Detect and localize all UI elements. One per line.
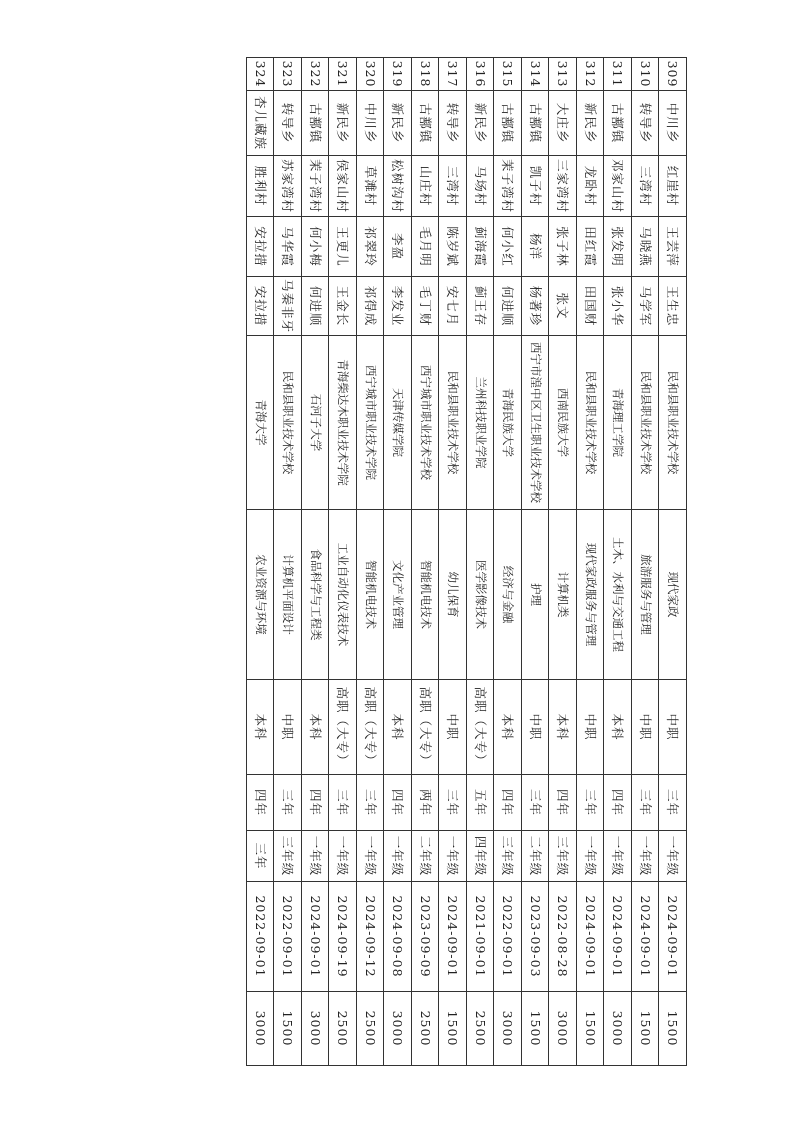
row-number-cell: 311 (604, 58, 632, 91)
village-cell: 松树沟村 (384, 156, 412, 217)
township-cell: 新民乡 (577, 91, 605, 156)
village-cell: 三湾村 (439, 156, 467, 217)
school-cell: 天津传媒学院 (384, 336, 412, 510)
major-cell: 工业自动化仪表技术 (329, 510, 357, 680)
grade-cell: 一年级 (577, 831, 605, 882)
row-number-cell: 314 (522, 58, 550, 91)
table-row (522, 58, 550, 1066)
village-cell: 苏家湾村 (274, 156, 302, 217)
education-level-cell: 本科 (604, 680, 632, 775)
aid-amount-cell: 1500 (439, 992, 467, 1066)
aid-amount-cell: 2500 (412, 992, 440, 1066)
major-cell: 护理 (522, 510, 550, 680)
program-length-cell: 三年 (439, 775, 467, 831)
grade-cell: 一年级 (632, 831, 660, 882)
village-cell: 凯子村 (522, 156, 550, 217)
guardian-name-cell: 马秦非牙 (274, 277, 302, 336)
school-cell: 青海理工学院 (604, 336, 632, 510)
school-cell: 民和县职业技术学校 (632, 336, 660, 510)
village-cell: 茉子湾村 (302, 156, 330, 217)
township-cell: 古鄯镇 (494, 91, 522, 156)
guardian-name-cell: 王金长 (329, 277, 357, 336)
aid-amount-cell: 1500 (274, 992, 302, 1066)
student-name-cell: 张子林 (549, 217, 577, 277)
township-cell: 古鄯镇 (302, 91, 330, 156)
table-row (439, 58, 467, 1066)
village-cell: 三家湾村 (549, 156, 577, 217)
enrollment-date-cell: 2024-09-01 (604, 882, 632, 992)
enrollment-date-cell: 2021-09-01 (467, 882, 495, 992)
guardian-name-cell: 张小华 (604, 277, 632, 336)
program-length-cell: 三年 (577, 775, 605, 831)
enrollment-date-cell: 2024-09-01 (632, 882, 660, 992)
aid-amount-cell: 1500 (632, 992, 660, 1066)
township-cell: 杏儿藏族 (247, 91, 275, 156)
school-cell: 民和县职业技术学校 (577, 336, 605, 510)
enrollment-date-cell: 2024-09-01 (302, 882, 330, 992)
enrollment-date-cell: 2023-09-09 (412, 882, 440, 992)
aid-amount-cell: 1500 (522, 992, 550, 1066)
enrollment-date-cell: 2024-09-19 (329, 882, 357, 992)
township-cell: 古鄯镇 (412, 91, 440, 156)
major-cell: 智能机电技术 (412, 510, 440, 680)
education-level-cell: 本科 (247, 680, 275, 775)
major-cell: 文化产业管理 (384, 510, 412, 680)
school-cell: 民和县职业技术学校 (274, 336, 302, 510)
table-row (549, 58, 577, 1066)
student-name-cell: 祁翠玲 (357, 217, 385, 277)
township-cell: 古鄯镇 (522, 91, 550, 156)
enrollment-date-cell: 2024-09-01 (439, 882, 467, 992)
guardian-name-cell: 祁得成 (357, 277, 385, 336)
guardian-name-cell: 安七月 (439, 277, 467, 336)
aid-amount-cell: 3000 (247, 992, 275, 1066)
aid-amount-cell: 3000 (384, 992, 412, 1066)
education-level-cell: 高职（大专） (357, 680, 385, 775)
village-cell: 山庄村 (412, 156, 440, 217)
major-cell: 经济与金融 (494, 510, 522, 680)
student-name-cell: 马晓燕 (632, 217, 660, 277)
student-aid-table (246, 57, 687, 1066)
education-level-cell: 本科 (549, 680, 577, 775)
village-cell: 茉子湾村 (494, 156, 522, 217)
program-length-cell: 三年 (522, 775, 550, 831)
enrollment-date-cell: 2024-09-01 (659, 882, 687, 992)
school-cell: 西宁城市职业技术学院 (357, 336, 385, 510)
township-cell: 转导乡 (274, 91, 302, 156)
table-row (494, 58, 522, 1066)
row-number-cell: 322 (302, 58, 330, 91)
guardian-name-cell: 安拉措 (247, 277, 275, 336)
education-level-cell: 本科 (302, 680, 330, 775)
education-level-cell: 高职（大专） (329, 680, 357, 775)
aid-amount-cell: 3000 (549, 992, 577, 1066)
grade-cell: 一年级 (302, 831, 330, 882)
township-cell: 大庄乡 (549, 91, 577, 156)
grade-cell: 三年级 (549, 831, 577, 882)
guardian-name-cell: 马学军 (632, 277, 660, 336)
grade-cell: 二年级 (522, 831, 550, 882)
major-cell: 食品科学与工程类 (302, 510, 330, 680)
village-cell: 龙卧村 (577, 156, 605, 217)
row-number-cell: 318 (412, 58, 440, 91)
table-row (302, 58, 330, 1066)
major-cell: 土木、水利与交通工程 (604, 510, 632, 680)
grade-cell: 二年级 (412, 831, 440, 882)
township-cell: 新民乡 (384, 91, 412, 156)
table-row (604, 58, 632, 1066)
major-cell: 计算机类 (549, 510, 577, 680)
grade-cell: 三年级 (274, 831, 302, 882)
table-row (329, 58, 357, 1066)
township-cell: 转导乡 (439, 91, 467, 156)
school-cell: 石河子大学 (302, 336, 330, 510)
education-level-cell: 中职 (659, 680, 687, 775)
enrollment-date-cell: 2023-09-03 (522, 882, 550, 992)
row-number-cell: 312 (577, 58, 605, 91)
row-number-cell: 315 (494, 58, 522, 91)
major-cell: 医学影像技术 (467, 510, 495, 680)
major-cell: 现代家政 (659, 510, 687, 680)
guardian-name-cell: 何进顺 (302, 277, 330, 336)
student-name-cell: 安拉措 (247, 217, 275, 277)
school-cell: 民和县职业技术学校 (659, 336, 687, 510)
township-cell: 中川乡 (357, 91, 385, 156)
education-level-cell: 中职 (632, 680, 660, 775)
education-level-cell: 中职 (274, 680, 302, 775)
school-cell: 西南民族大学 (549, 336, 577, 510)
education-level-cell: 中职 (577, 680, 605, 775)
grade-cell: 一年级 (659, 831, 687, 882)
program-length-cell: 五年 (467, 775, 495, 831)
grade-cell: 一年级 (357, 831, 385, 882)
student-name-cell: 何小红 (494, 217, 522, 277)
education-level-cell: 高职（大专） (412, 680, 440, 775)
row-number-cell: 309 (659, 58, 687, 91)
student-name-cell: 王更儿 (329, 217, 357, 277)
enrollment-date-cell: 2022-09-01 (274, 882, 302, 992)
table-row (247, 58, 275, 1066)
township-cell: 古鄯镇 (604, 91, 632, 156)
grade-cell: 四年级 (467, 831, 495, 882)
major-cell: 计算机平面设计 (274, 510, 302, 680)
guardian-name-cell: 蓟王存 (467, 277, 495, 336)
program-length-cell: 三年 (329, 775, 357, 831)
student-name-cell: 李盈 (384, 217, 412, 277)
village-cell: 三湾村 (632, 156, 660, 217)
guardian-name-cell: 毛丁财 (412, 277, 440, 336)
grade-cell: 三年 (247, 831, 275, 882)
aid-amount-cell: 3000 (302, 992, 330, 1066)
student-name-cell: 马华霞 (274, 217, 302, 277)
enrollment-date-cell: 2024-09-12 (357, 882, 385, 992)
program-length-cell: 四年 (604, 775, 632, 831)
table-row (357, 58, 385, 1066)
row-number-cell: 310 (632, 58, 660, 91)
aid-amount-cell: 3000 (494, 992, 522, 1066)
aid-amount-cell: 2500 (467, 992, 495, 1066)
table-row (384, 58, 412, 1066)
village-cell: 草滩村 (357, 156, 385, 217)
guardian-name-cell: 何进顺 (494, 277, 522, 336)
guardian-name-cell: 李发业 (384, 277, 412, 336)
student-name-cell: 王芸萍 (659, 217, 687, 277)
school-cell: 青海民族大学 (494, 336, 522, 510)
village-cell: 马场村 (467, 156, 495, 217)
table-row (632, 58, 660, 1066)
village-cell: 侯家山村 (329, 156, 357, 217)
student-name-cell: 田红霞 (577, 217, 605, 277)
enrollment-date-cell: 2024-09-01 (577, 882, 605, 992)
village-cell: 邓家山村 (604, 156, 632, 217)
enrollment-date-cell: 2022-09-01 (247, 882, 275, 992)
program-length-cell: 两年 (412, 775, 440, 831)
row-number-cell: 320 (357, 58, 385, 91)
guardian-name-cell: 田国财 (577, 277, 605, 336)
table-row (412, 58, 440, 1066)
program-length-cell: 四年 (302, 775, 330, 831)
grade-cell: 一年级 (384, 831, 412, 882)
program-length-cell: 三年 (274, 775, 302, 831)
row-number-cell: 319 (384, 58, 412, 91)
major-cell: 现代家政服务与管理 (577, 510, 605, 680)
table-row (577, 58, 605, 1066)
major-cell: 旅游服务与管理 (632, 510, 660, 680)
student-name-cell: 杨洋 (522, 217, 550, 277)
program-length-cell: 三年 (357, 775, 385, 831)
grade-cell: 三年级 (494, 831, 522, 882)
row-number-cell: 313 (549, 58, 577, 91)
education-level-cell: 中职 (439, 680, 467, 775)
row-number-cell: 323 (274, 58, 302, 91)
grade-cell: 一年级 (329, 831, 357, 882)
row-number-cell: 316 (467, 58, 495, 91)
school-cell: 民和县职业技术学校 (439, 336, 467, 510)
village-cell: 胜利村 (247, 156, 275, 217)
township-cell: 转导乡 (632, 91, 660, 156)
education-level-cell: 本科 (494, 680, 522, 775)
program-length-cell: 四年 (549, 775, 577, 831)
student-name-cell: 何小梅 (302, 217, 330, 277)
enrollment-date-cell: 2022-09-01 (494, 882, 522, 992)
school-cell: 青海柴达木职业技术学院 (329, 336, 357, 510)
aid-amount-cell: 1500 (577, 992, 605, 1066)
school-cell: 兰州科技职业学院 (467, 336, 495, 510)
enrollment-date-cell: 2024-09-08 (384, 882, 412, 992)
aid-amount-cell: 3000 (604, 992, 632, 1066)
student-name-cell: 毛月明 (412, 217, 440, 277)
program-length-cell: 四年 (247, 775, 275, 831)
township-cell: 新民乡 (329, 91, 357, 156)
student-name-cell: 蓟海霞 (467, 217, 495, 277)
student-name-cell: 张发明 (604, 217, 632, 277)
aid-amount-cell: 2500 (357, 992, 385, 1066)
program-length-cell: 三年 (632, 775, 660, 831)
guardian-name-cell: 王生忠 (659, 277, 687, 336)
row-number-cell: 324 (247, 58, 275, 91)
school-cell: 西宁市湟中区卫生职业技术学校 (522, 336, 550, 510)
student-name-cell: 陈岁斌 (439, 217, 467, 277)
row-number-cell: 317 (439, 58, 467, 91)
education-level-cell: 高职（大专） (467, 680, 495, 775)
major-cell: 智能机电技术 (357, 510, 385, 680)
school-cell: 青海大学 (247, 336, 275, 510)
township-cell: 中川乡 (659, 91, 687, 156)
enrollment-date-cell: 2022-08-28 (549, 882, 577, 992)
grade-cell: 一年级 (439, 831, 467, 882)
major-cell: 农业资源与环境 (247, 510, 275, 680)
township-cell: 新民乡 (467, 91, 495, 156)
program-length-cell: 三年 (659, 775, 687, 831)
guardian-name-cell: 张文 (549, 277, 577, 336)
grade-cell: 一年级 (604, 831, 632, 882)
table-row (659, 58, 687, 1066)
table-row (274, 58, 302, 1066)
row-number-cell: 321 (329, 58, 357, 91)
program-length-cell: 四年 (384, 775, 412, 831)
aid-amount-cell: 1500 (659, 992, 687, 1066)
aid-amount-cell: 2500 (329, 992, 357, 1066)
guardian-name-cell: 杨著珍 (522, 277, 550, 336)
major-cell: 幼儿保育 (439, 510, 467, 680)
education-level-cell: 中职 (522, 680, 550, 775)
table-row (467, 58, 495, 1066)
village-cell: 红崖村 (659, 156, 687, 217)
education-level-cell: 本科 (384, 680, 412, 775)
school-cell: 西宁城市职业技术学校 (412, 336, 440, 510)
program-length-cell: 四年 (494, 775, 522, 831)
